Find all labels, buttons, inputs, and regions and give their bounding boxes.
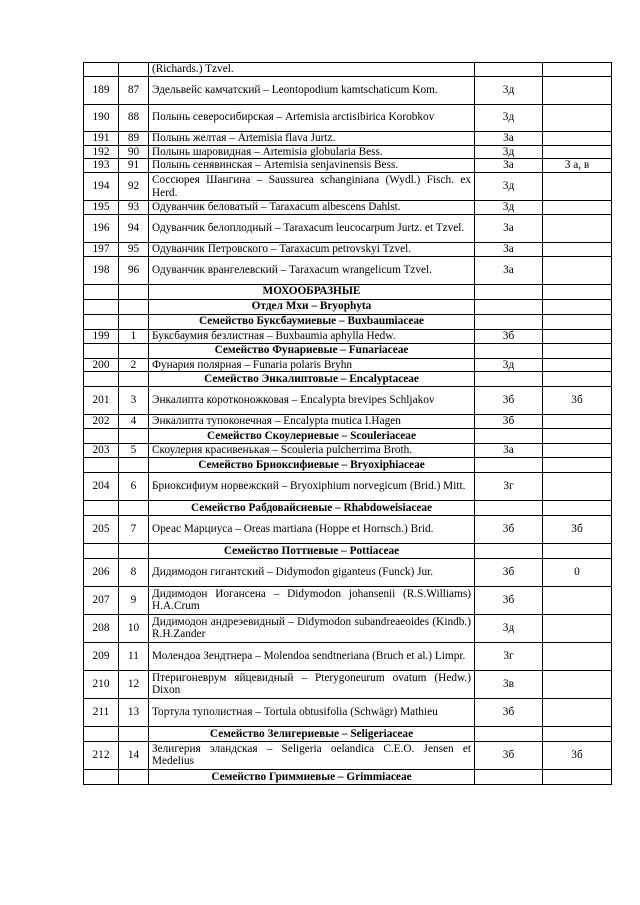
- status-category: 3б: [475, 586, 543, 614]
- status-category: 3б: [475, 698, 543, 726]
- group-number: 5: [119, 444, 149, 458]
- species-name: Одуванчик белоплодный – Taraxacum leucocarpum Jurtz. et Tzvel.: [149, 214, 475, 242]
- empty-cell: [475, 429, 543, 444]
- table-row: [84, 515, 612, 543]
- group-number: 92: [119, 173, 149, 201]
- status-category-alt: 0: [543, 558, 612, 586]
- table-row: [84, 614, 612, 642]
- empty-cell: [84, 343, 119, 358]
- status-category: 3в: [475, 670, 543, 698]
- status-category: 3б: [475, 329, 543, 343]
- empty-cell: [475, 457, 543, 472]
- group-number: 4: [119, 415, 149, 429]
- species-name: (Richards.) Tzvel.: [149, 63, 475, 77]
- status-category: 3б: [475, 415, 543, 429]
- group-number: 12: [119, 670, 149, 698]
- empty-cell: [475, 299, 543, 314]
- empty-cell: [475, 500, 543, 515]
- species-name: Полынь шаровидная – Artemisia globularia Bess.: [149, 145, 475, 159]
- row-number: 204: [84, 472, 119, 500]
- empty-cell: [543, 299, 612, 314]
- group-number: 14: [119, 741, 149, 769]
- table-body: [84, 63, 612, 785]
- table-row: [84, 670, 612, 698]
- species-table: [83, 62, 612, 785]
- empty-cell: [119, 343, 149, 358]
- table-row: [84, 131, 612, 145]
- table-row: [84, 242, 612, 256]
- species-name: Одуванчик беловатый – Taraxacum albescens Dahlst.: [149, 201, 475, 215]
- group-number: 88: [119, 104, 149, 131]
- status-category: 3а: [475, 131, 543, 145]
- status-category-alt: [543, 256, 612, 284]
- empty-cell: [543, 457, 612, 472]
- table-row: [84, 214, 612, 242]
- table-row: [84, 173, 612, 201]
- empty-cell: [543, 429, 612, 444]
- empty-cell: [475, 284, 543, 299]
- empty-cell: [119, 299, 149, 314]
- row-number: 209: [84, 642, 119, 670]
- empty-cell: [119, 543, 149, 558]
- section-row: [84, 314, 612, 329]
- row-number: 203: [84, 444, 119, 458]
- section-heading: Семейство Бриоксифиевые – Bryoxiphiaceae: [149, 457, 475, 472]
- section-heading: Семейство Буксбаумиевые – Buxbaumiaceae: [149, 314, 475, 329]
- status-category: 3д: [475, 358, 543, 372]
- group-number: 9: [119, 586, 149, 614]
- empty-cell: [119, 429, 149, 444]
- section-heading: Семейство Поттиевые – Pottiaceae: [149, 543, 475, 558]
- section-heading: МОХООБРАЗНЫЕ: [149, 284, 475, 299]
- table-row: [84, 698, 612, 726]
- row-number: 189: [84, 76, 119, 104]
- table-row: [84, 104, 612, 131]
- status-category-alt: [543, 329, 612, 343]
- table-row: [84, 415, 612, 429]
- species-name: Тортула туполистная – Tortula obtusifolia (Schwägr) Mathieu: [149, 698, 475, 726]
- row-number: 210: [84, 670, 119, 698]
- species-name: Молендоа Зендтнера – Molendoa sendtneriana (Bruch et al.) Limpr.: [149, 642, 475, 670]
- status-category: 3д: [475, 614, 543, 642]
- row-number: [84, 63, 119, 77]
- table-row: [84, 358, 612, 372]
- table-row: [84, 387, 612, 415]
- section-row: [84, 284, 612, 299]
- group-number: 13: [119, 698, 149, 726]
- empty-cell: [84, 769, 119, 784]
- empty-cell: [475, 372, 543, 387]
- status-category: 3а: [475, 159, 543, 173]
- row-number: 205: [84, 515, 119, 543]
- empty-cell: [84, 500, 119, 515]
- empty-cell: [84, 372, 119, 387]
- row-number: 202: [84, 415, 119, 429]
- table-row: [84, 741, 612, 769]
- species-name: Скоулерия красивенькая – Scouleria pulcherrima Broth.: [149, 444, 475, 458]
- empty-cell: [84, 299, 119, 314]
- row-number: 197: [84, 242, 119, 256]
- section-row: [84, 372, 612, 387]
- status-category-alt: [543, 242, 612, 256]
- section-heading: Семейство Рабдовайсиевые – Rhabdoweisiaceae: [149, 500, 475, 515]
- section-row: [84, 543, 612, 558]
- species-name: Дидимодон Иогансена – Didymodon johansenii (R.S.Williams) H.A.Crum: [149, 586, 475, 614]
- group-number: 96: [119, 256, 149, 284]
- status-category-alt: [543, 614, 612, 642]
- empty-cell: [119, 372, 149, 387]
- status-category-alt: [543, 586, 612, 614]
- status-category: 3б: [475, 387, 543, 415]
- section-row: [84, 726, 612, 741]
- status-category-alt: [543, 358, 612, 372]
- group-number: 7: [119, 515, 149, 543]
- empty-cell: [84, 457, 119, 472]
- empty-cell: [543, 372, 612, 387]
- empty-cell: [475, 314, 543, 329]
- status-category: [475, 63, 543, 77]
- empty-cell: [543, 284, 612, 299]
- empty-cell: [119, 314, 149, 329]
- empty-cell: [119, 457, 149, 472]
- status-category-alt: [543, 63, 612, 77]
- row-number: 206: [84, 558, 119, 586]
- group-number: 94: [119, 214, 149, 242]
- empty-cell: [475, 726, 543, 741]
- species-name: Полынь желтая – Artemisia flava Jurtz.: [149, 131, 475, 145]
- status-category: 3а: [475, 214, 543, 242]
- table-row: [84, 586, 612, 614]
- empty-cell: [475, 769, 543, 784]
- status-category-alt: [543, 444, 612, 458]
- status-category-alt: [543, 698, 612, 726]
- empty-cell: [84, 314, 119, 329]
- section-row: [84, 429, 612, 444]
- table-row: [84, 472, 612, 500]
- table-row: [84, 558, 612, 586]
- species-name: Дидимодон гигантский – Didymodon giganteus (Funck) Jur.: [149, 558, 475, 586]
- status-category: 3г: [475, 642, 543, 670]
- status-category: 3а: [475, 444, 543, 458]
- empty-cell: [543, 314, 612, 329]
- table-row: [84, 76, 612, 104]
- group-number: 93: [119, 201, 149, 215]
- row-number: 201: [84, 387, 119, 415]
- section-row: [84, 769, 612, 784]
- row-number: 191: [84, 131, 119, 145]
- table-row: [84, 329, 612, 343]
- row-number: 212: [84, 741, 119, 769]
- table-row: [84, 444, 612, 458]
- species-name: Полынь североcибирская – Artemisia arctisibirica Korobkov: [149, 104, 475, 131]
- status-category: 3д: [475, 76, 543, 104]
- species-name: Энкалипта тупоконечная – Encalypta mutica I.Hagen: [149, 415, 475, 429]
- status-category-alt: [543, 201, 612, 215]
- species-name: Полынь сенявинская – Artemisia senjavinensis Bess.: [149, 159, 475, 173]
- section-row: [84, 500, 612, 515]
- empty-cell: [475, 343, 543, 358]
- status-category: 3д: [475, 201, 543, 215]
- species-name: Фунария полярная – Funaria polaris Bryhn: [149, 358, 475, 372]
- species-name: Птеригоневрум яйцевидный – Pterygoneurum ovatum (Hedw.) Dixon: [149, 670, 475, 698]
- row-number: 196: [84, 214, 119, 242]
- row-number: 193: [84, 159, 119, 173]
- row-number: 211: [84, 698, 119, 726]
- status-category-alt: 3б: [543, 515, 612, 543]
- status-category-alt: 3б: [543, 741, 612, 769]
- group-number: 90: [119, 145, 149, 159]
- empty-cell: [119, 500, 149, 515]
- table-row: [84, 201, 612, 215]
- table-row: [84, 642, 612, 670]
- group-number: 91: [119, 159, 149, 173]
- section-row: [84, 343, 612, 358]
- species-name: Соссюрея Шангина – Saussurea schanginiana (Wydl.) Fisch. ex Herd.: [149, 173, 475, 201]
- section-heading: Семейство Энкалиптовые – Encalyptaceae: [149, 372, 475, 387]
- species-name: Эдельвейс камчатский – Leontopodium kamtschaticum Kom.: [149, 76, 475, 104]
- empty-cell: [84, 726, 119, 741]
- empty-cell: [543, 769, 612, 784]
- group-number: 89: [119, 131, 149, 145]
- section-row: [84, 299, 612, 314]
- status-category-alt: 3б: [543, 387, 612, 415]
- empty-cell: [84, 284, 119, 299]
- table-row: [84, 256, 612, 284]
- status-category: 3д: [475, 104, 543, 131]
- section-heading: Семейство Зелигериевые – Seligeriaceae: [149, 726, 475, 741]
- section-row: [84, 457, 612, 472]
- empty-cell: [543, 500, 612, 515]
- group-number: 95: [119, 242, 149, 256]
- status-category: 3г: [475, 472, 543, 500]
- section-heading: Семейство Фунариевые – Funariaceae: [149, 343, 475, 358]
- group-number: 3: [119, 387, 149, 415]
- status-category-alt: 3 а, в: [543, 159, 612, 173]
- status-category: 3д: [475, 173, 543, 201]
- row-number: 195: [84, 201, 119, 215]
- row-number: 192: [84, 145, 119, 159]
- row-number: 194: [84, 173, 119, 201]
- species-name: Дидимодон андреэевидный – Didymodon subandreaeoides (Kindb.) R.H.Zander: [149, 614, 475, 642]
- species-name: Энкалипта коротконожковая – Encalypta brevipes Schljakov: [149, 387, 475, 415]
- section-heading: Отдел Мхи – Bryophyta: [149, 299, 475, 314]
- section-heading: Семейство Скоулериевые – Scouleriaceae: [149, 429, 475, 444]
- status-category-alt: [543, 642, 612, 670]
- empty-cell: [119, 284, 149, 299]
- empty-cell: [543, 343, 612, 358]
- group-number: 8: [119, 558, 149, 586]
- status-category: 3б: [475, 515, 543, 543]
- empty-cell: [84, 543, 119, 558]
- status-category-alt: [543, 670, 612, 698]
- status-category-alt: [543, 131, 612, 145]
- empty-cell: [543, 726, 612, 741]
- row-number: 208: [84, 614, 119, 642]
- status-category-alt: [543, 104, 612, 131]
- group-number: 2: [119, 358, 149, 372]
- species-name: Зелигерия эландская – Seligeria oelandica C.E.O. Jensen et Medelius: [149, 741, 475, 769]
- empty-cell: [475, 543, 543, 558]
- status-category-alt: [543, 145, 612, 159]
- table-row: [84, 145, 612, 159]
- group-number: [119, 63, 149, 77]
- status-category: 3а: [475, 242, 543, 256]
- status-category: 3б: [475, 558, 543, 586]
- row-number: 198: [84, 256, 119, 284]
- species-name: Одуванчик врангелевский – Taraxacum wrangelicum Tzvel.: [149, 256, 475, 284]
- group-number: 1: [119, 329, 149, 343]
- row-number: 200: [84, 358, 119, 372]
- status-category: 3а: [475, 256, 543, 284]
- species-name: Бриоксифиум норвежский – Bryoxiphium norvegicum (Brid.) Mitt.: [149, 472, 475, 500]
- status-category-alt: [543, 173, 612, 201]
- group-number: 6: [119, 472, 149, 500]
- status-category-alt: [543, 214, 612, 242]
- empty-cell: [84, 429, 119, 444]
- row-number: 207: [84, 586, 119, 614]
- empty-cell: [119, 769, 149, 784]
- group-number: 10: [119, 614, 149, 642]
- species-name: Ореас Марциуса – Oreas martiana (Hoppe et Hornsch.) Brid.: [149, 515, 475, 543]
- status-category: 3д: [475, 145, 543, 159]
- table-row: [84, 159, 612, 173]
- table-row: [84, 63, 612, 77]
- status-category: 3б: [475, 741, 543, 769]
- group-number: 11: [119, 642, 149, 670]
- empty-cell: [543, 543, 612, 558]
- species-name: Одуванчик Петровского – Taraxacum petrovskyi Tzvel.: [149, 242, 475, 256]
- status-category-alt: [543, 76, 612, 104]
- row-number: 190: [84, 104, 119, 131]
- row-number: 199: [84, 329, 119, 343]
- empty-cell: [119, 726, 149, 741]
- species-name: Буксбаумия безлистная – Buxbaumia aphylla Hedw.: [149, 329, 475, 343]
- section-heading: Семейство Гриммиевые – Grimmiaceae: [149, 769, 475, 784]
- status-category-alt: [543, 472, 612, 500]
- group-number: 87: [119, 76, 149, 104]
- status-category-alt: [543, 415, 612, 429]
